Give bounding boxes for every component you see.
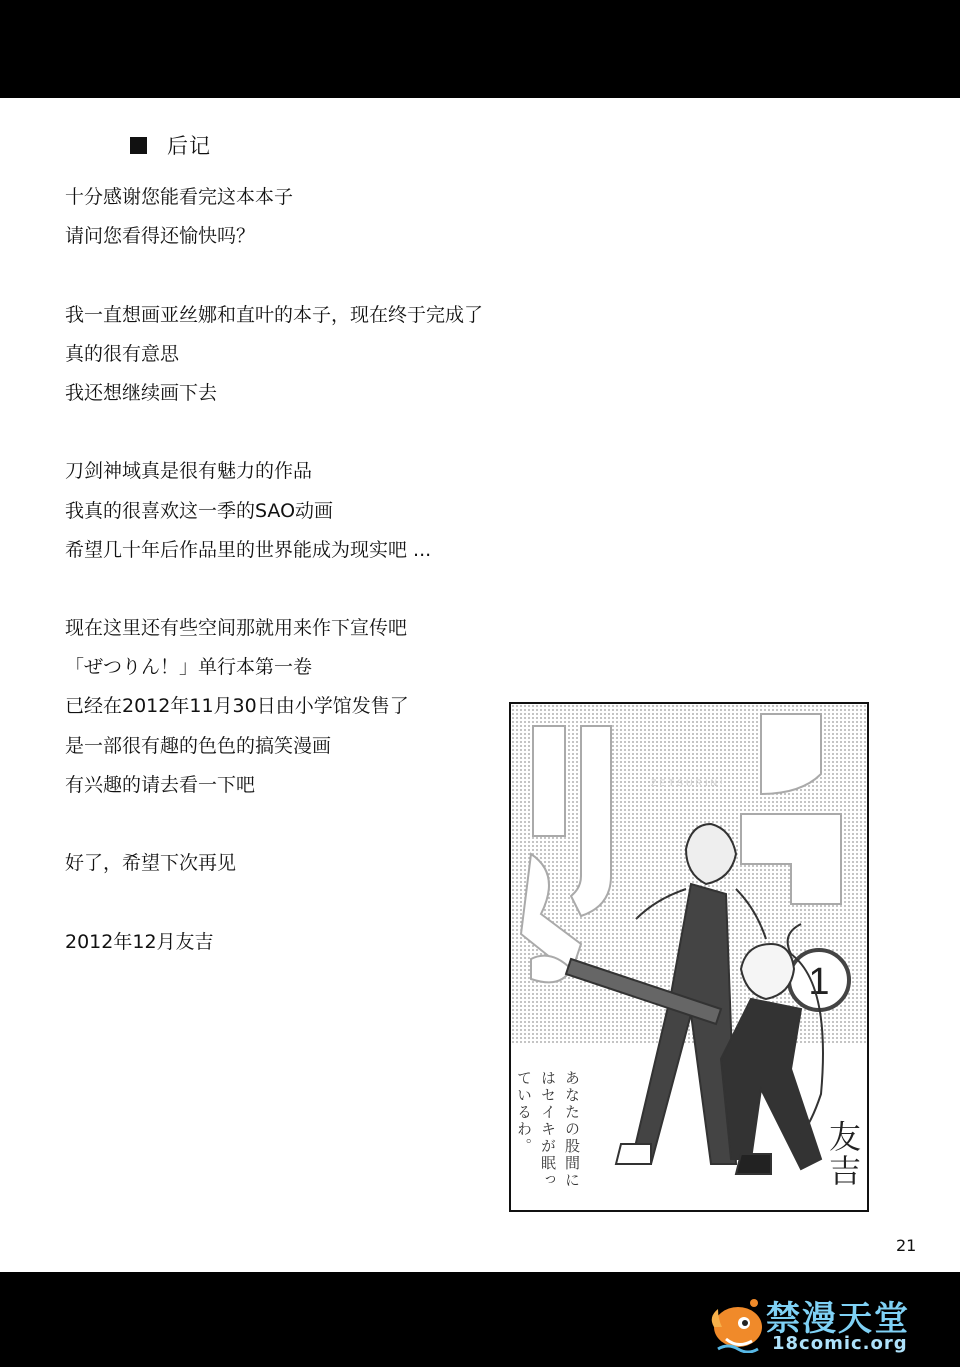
- square-bullet-icon: [130, 137, 147, 154]
- text-line: 我一直想画亚丝娜和直叶的本子，现在终于完成了: [65, 303, 484, 326]
- text-line: 十分感谢您能看完这本本子: [65, 186, 294, 208]
- text-line: 刀剑神域真是很有魅力的作品: [65, 460, 313, 483]
- cover-author-name: 友吉: [824, 1120, 862, 1188]
- text-line: 已经在2012年11月30日由小学馆发售了: [65, 695, 409, 718]
- text-line: 希望几十年后作品里的世界能成为现实吧 ...: [65, 538, 432, 561]
- text-line: 我还想继续画下去: [65, 381, 218, 404]
- text-line: 是一部很有趣的色色的搞笑漫画: [65, 734, 332, 757]
- watermark-brand: 禁漫天堂: [766, 1299, 910, 1339]
- text-line: [65, 805, 535, 844]
- cover-romaji: ZETSURIN!: [651, 778, 726, 788]
- top-black-bar: [0, 0, 960, 98]
- afterword-title: 后记: [167, 134, 211, 158]
- watermark-logo: [708, 1287, 928, 1359]
- afterword-heading: [130, 130, 211, 160]
- text-line: 「ぜつりん！」单行本第一卷: [65, 656, 313, 679]
- text-line: [65, 883, 535, 922]
- text-line: [65, 413, 535, 452]
- cover-vertical-tagline: あなたの股間にはセイキが眠っているわ。: [515, 1070, 581, 1189]
- text-line: [65, 256, 535, 295]
- page-number: 21: [896, 1236, 917, 1255]
- text-line: 我真的很喜欢这一季的SAO动画: [65, 499, 334, 522]
- afterword-body: [65, 178, 535, 962]
- text-line: 现在这里还有些空间那就用来作下宣传吧: [65, 617, 408, 640]
- fish-mascot-icon: [708, 1295, 768, 1353]
- text-line: 有兴趣的请去看一下吧: [65, 773, 256, 796]
- text-line: 请问您看得还愉快吗？: [65, 225, 256, 248]
- cover-volume-number: 1: [808, 961, 830, 1003]
- text-line: 好了，希望下次再见: [65, 852, 237, 875]
- watermark-domain: 18comic.org: [772, 1333, 908, 1354]
- text-line: 2012年12月友吉: [65, 930, 214, 953]
- text-line: 真的很有意思: [65, 342, 180, 365]
- text-line: [65, 570, 535, 609]
